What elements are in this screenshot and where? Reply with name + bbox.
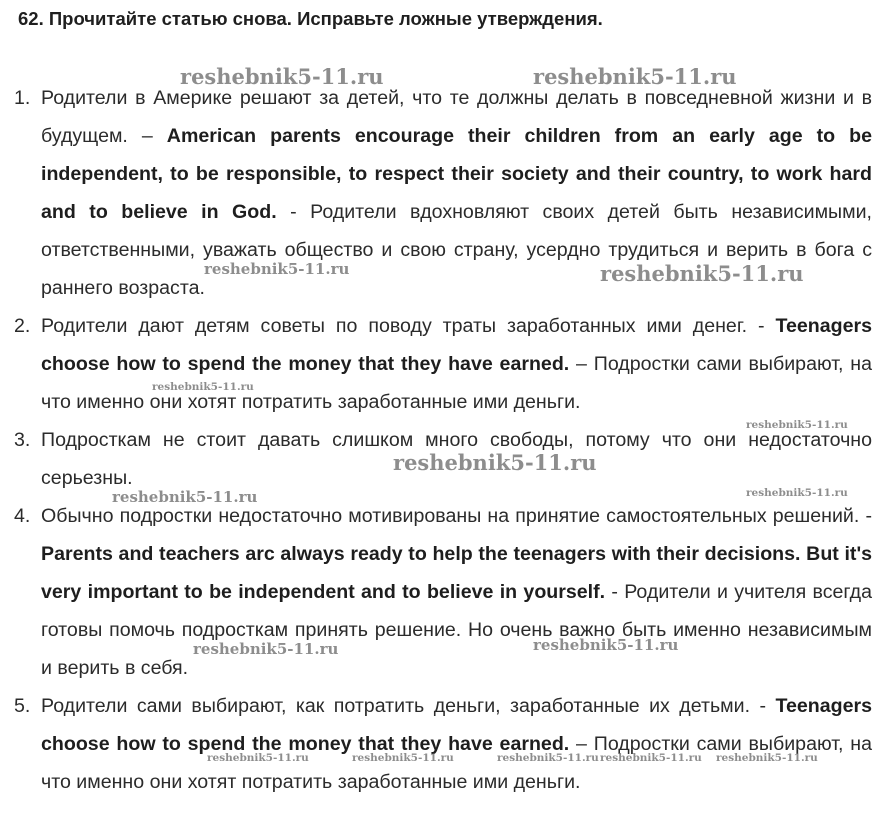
watermark: reshebnik5-11.ru <box>352 752 454 764</box>
watermark: reshebnik5-11.ru <box>152 381 254 393</box>
watermark: reshebnik5-11.ru <box>393 450 597 475</box>
list-item <box>14 79 872 307</box>
watermark: reshebnik5-11.ru <box>600 752 702 764</box>
item-number: 5. <box>14 695 31 717</box>
watermark: reshebnik5-11.ru <box>746 419 848 431</box>
item-body <box>41 79 872 307</box>
item-number: 1. <box>14 87 31 109</box>
english-correction: Teenagers choose how to spend the money that they have earned. <box>41 315 872 375</box>
english-correction: Parents and teachers arc always ready to help the teenagers with their decisions. But it's very important to be independent and to believe in yourself. <box>41 543 872 603</box>
false-statement: Подросткам не стоит давать слишком много свободы, потому что они недостаточно серьезны. <box>41 429 872 489</box>
false-statement: Родители в Америке решают за детей, что те должны делать в повседневной жизни и в будущем. – <box>41 87 872 147</box>
watermark: reshebnik5-11.ru <box>193 640 339 658</box>
item-number: 4. <box>14 505 31 527</box>
item-body <box>41 421 872 497</box>
item-body <box>41 497 872 687</box>
watermark: reshebnik5-11.ru <box>600 261 804 286</box>
list-item <box>14 497 872 687</box>
watermark: reshebnik5-11.ru <box>533 64 737 89</box>
task-title: 62. Прочитайте статью снова. Исправьте ложные утверждения. <box>18 8 603 29</box>
watermark: reshebnik5-11.ru <box>204 260 350 278</box>
english-correction: Teenagers choose how to spend the money that they have earned. <box>41 695 872 755</box>
list-item <box>14 687 872 801</box>
russian-translation: – Подростки сами выбирают, на что именно они хотят потратить заработанные ими деньги. <box>41 733 872 793</box>
watermark: reshebnik5-11.ru <box>533 636 679 654</box>
russian-translation: - Родители вдохновляют своих детей быть независимыми, ответственными, уважать общество и свою страну, усердно трудиться и верить в бога с раннего возраста. <box>41 201 872 299</box>
watermark: reshebnik5-11.ru <box>746 487 848 499</box>
english-correction: American parents encourage their children from an early age to be independent, to be responsible, to respect their society and their country, to work hard and to believe in God. <box>41 125 872 223</box>
item-number: 3. <box>14 429 31 451</box>
russian-translation: - Родители и учителя всегда готовы помочь подросткам принять решение. Но очень важно быть именно независимым и верить в себя. <box>41 581 872 679</box>
watermark: reshebnik5-11.ru <box>497 752 599 764</box>
watermark: reshebnik5-11.ru <box>207 752 309 764</box>
statement-list <box>14 79 872 801</box>
item-number: 2. <box>14 315 31 337</box>
russian-translation: – Подростки сами выбирают, на что именно они хотят потратить заработанные ими деньги. <box>41 353 872 413</box>
item-body <box>41 687 872 801</box>
watermark: reshebnik5-11.ru <box>112 488 258 506</box>
list-item <box>14 421 872 497</box>
false-statement: Родители сами выбирают, как потратить деньги, заработанные их детьми. - <box>41 695 776 717</box>
item-body <box>41 307 872 421</box>
list-item <box>14 307 872 421</box>
false-statement: Родители дают детям советы по поводу траты заработанных ими денег. - <box>41 315 776 337</box>
watermark: reshebnik5-11.ru <box>716 752 818 764</box>
false-statement: Обычно подростки недостаточно мотивированы на принятие самостоятельных решений. - <box>41 505 872 527</box>
watermark: reshebnik5-11.ru <box>180 64 384 89</box>
